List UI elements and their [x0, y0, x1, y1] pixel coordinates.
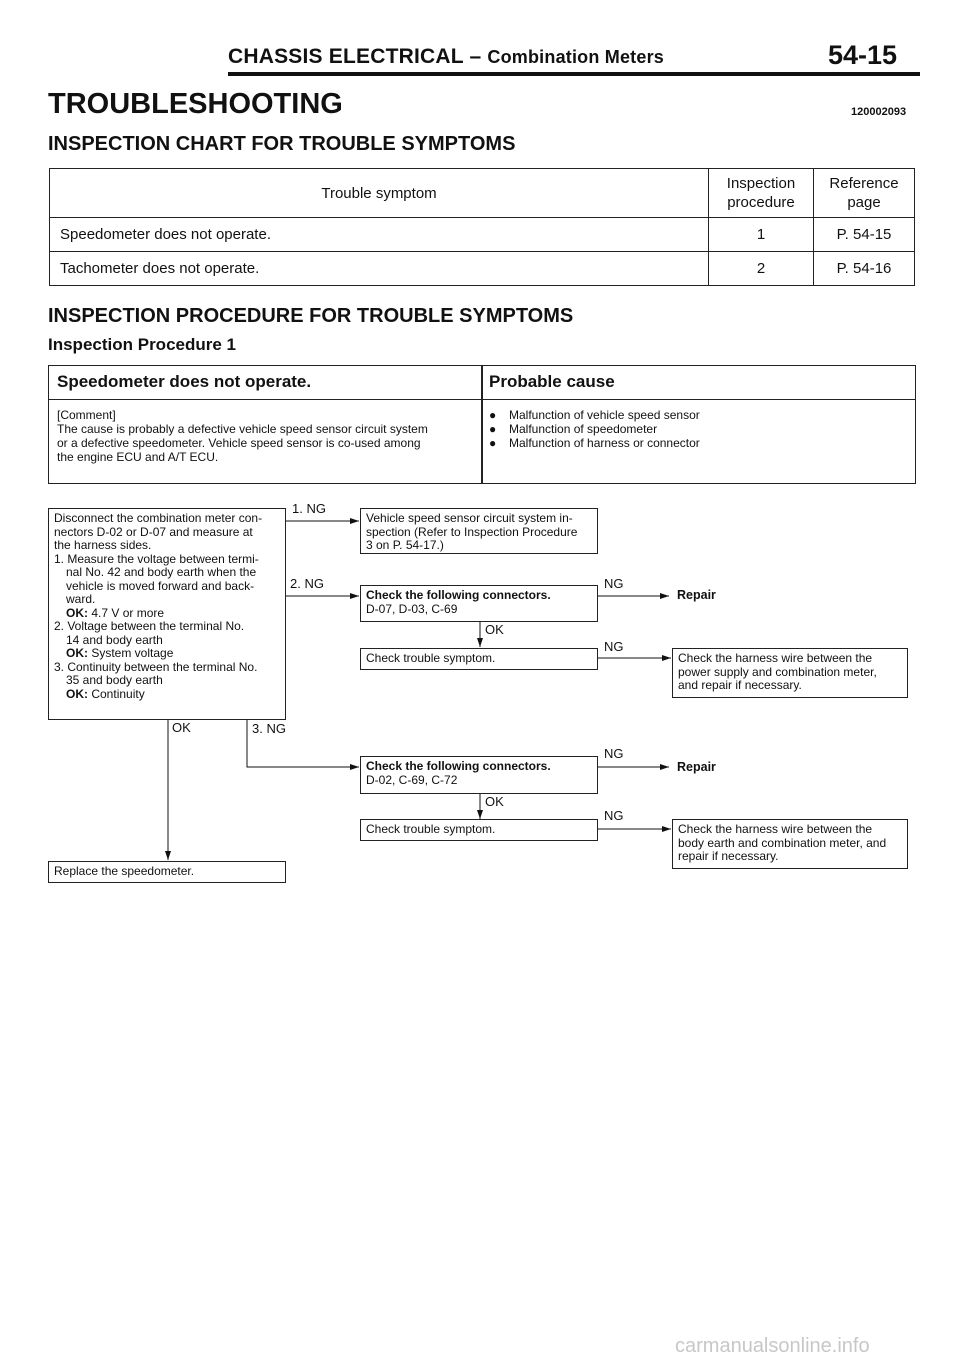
row-symptom: Speedometer does not operate. [50, 218, 709, 252]
header-procedure-line2: procedure [727, 194, 795, 211]
row-procedure: 1 [709, 218, 814, 252]
label-ok-check-b: OK [485, 794, 504, 809]
symptom-title: Speedometer does not operate. [57, 372, 312, 391]
row-reference: P. 54-16 [814, 252, 915, 286]
main-inspection-box: Disconnect the combination meter con- nectors D-02 or D-07 and measure at the harness sides. 1. Measure the voltage between termi- nal No. 42 and body earth when the vehicle is moved forward and back- ward. OK: 4.7 V or more 2. Voltage between the terminal No. 14 and body earth OK: System voltage 3. Continuity between the terminal No. 35 and body earth OK: Continuity [48, 508, 286, 720]
header-procedure-line1: Inspection [726, 175, 796, 192]
label-ng-check-a: NG [604, 576, 624, 591]
comment-line: or a defective speedometer. Vehicle speed sensor is co-used among [57, 436, 421, 450]
document-code: 120002093 [851, 106, 907, 118]
label-ng-trouble-b: NG [604, 808, 624, 823]
label-ng3: 3. NG [252, 721, 286, 736]
comment-line: [Comment] [57, 408, 116, 422]
row-reference: P. 54-15 [814, 218, 915, 252]
label-ng-check-b: NG [604, 746, 624, 761]
header-reference-line1: Reference [829, 175, 899, 192]
check-trouble-box-b: Check trouble symptom. [360, 819, 598, 841]
list-item: ● Malfunction of speedometer [489, 422, 658, 436]
check-connectors-box-b: Check the following connectors. D-02, C-69, C-72 [360, 756, 598, 794]
harness-box-b: Check the harness wire between the body earth and combination meter, and repair if necessary. [672, 819, 908, 869]
procedure-subheading: Inspection Procedure 1 [48, 335, 236, 354]
check-connectors-box-a: Check the following connectors. D-07, D-03, C-69 [360, 585, 598, 622]
row-procedure: 2 [709, 252, 814, 286]
header-section: CHASSIS ELECTRICAL [228, 45, 464, 68]
label-ng-trouble-a: NG [604, 639, 624, 654]
comment-line: the engine ECU and A/T ECU. [57, 450, 219, 464]
repair-label-a: Repair [677, 588, 716, 602]
header-reference-line2: page [847, 194, 881, 211]
label-ng1: 1. NG [292, 501, 326, 516]
repair-label-b: Repair [677, 760, 716, 774]
procedure-heading: INSPECTION PROCEDURE FOR TROUBLE SYMPTOMS [48, 305, 574, 327]
row-symptom: Tachometer does not operate. [50, 252, 709, 286]
list-item: ● Malfunction of vehicle speed sensor [489, 408, 700, 422]
harness-box-a: Check the harness wire between the power supply and combination meter, and repair if necessary. [672, 648, 908, 698]
chart-heading: INSPECTION CHART FOR TROUBLE SYMPTOMS [48, 133, 516, 155]
label-ok-main: OK [172, 720, 191, 735]
header-dash: – [469, 45, 482, 68]
comment-line: The cause is probably a defective vehicle speed sensor circuit system [57, 422, 428, 436]
sensor-inspection-box: Vehicle speed sensor circuit system in- spection (Refer to Inspection Procedure 3 on P. 54-17.) [360, 508, 598, 554]
bullet-icon: ● [489, 436, 497, 450]
list-item: ● Malfunction of harness or connector [489, 436, 700, 450]
probable-cause-title: Probable cause [489, 372, 615, 391]
watermark: carmanualsonline.info [675, 1335, 870, 1357]
check-trouble-box-a: Check trouble symptom. [360, 648, 598, 670]
replace-speedometer-box: Replace the speedometer. [48, 861, 286, 883]
label-ok-check-a: OK [485, 622, 504, 637]
page-number: 54-15 [828, 40, 898, 70]
bullet-icon: ● [489, 422, 497, 436]
header-trouble-symptom: Trouble symptom [50, 169, 709, 218]
header-subsection: Combination Meters [487, 47, 665, 67]
page-title: TROUBLESHOOTING [48, 88, 343, 120]
bullet-icon: ● [489, 408, 497, 422]
label-ng2: 2. NG [290, 576, 324, 591]
